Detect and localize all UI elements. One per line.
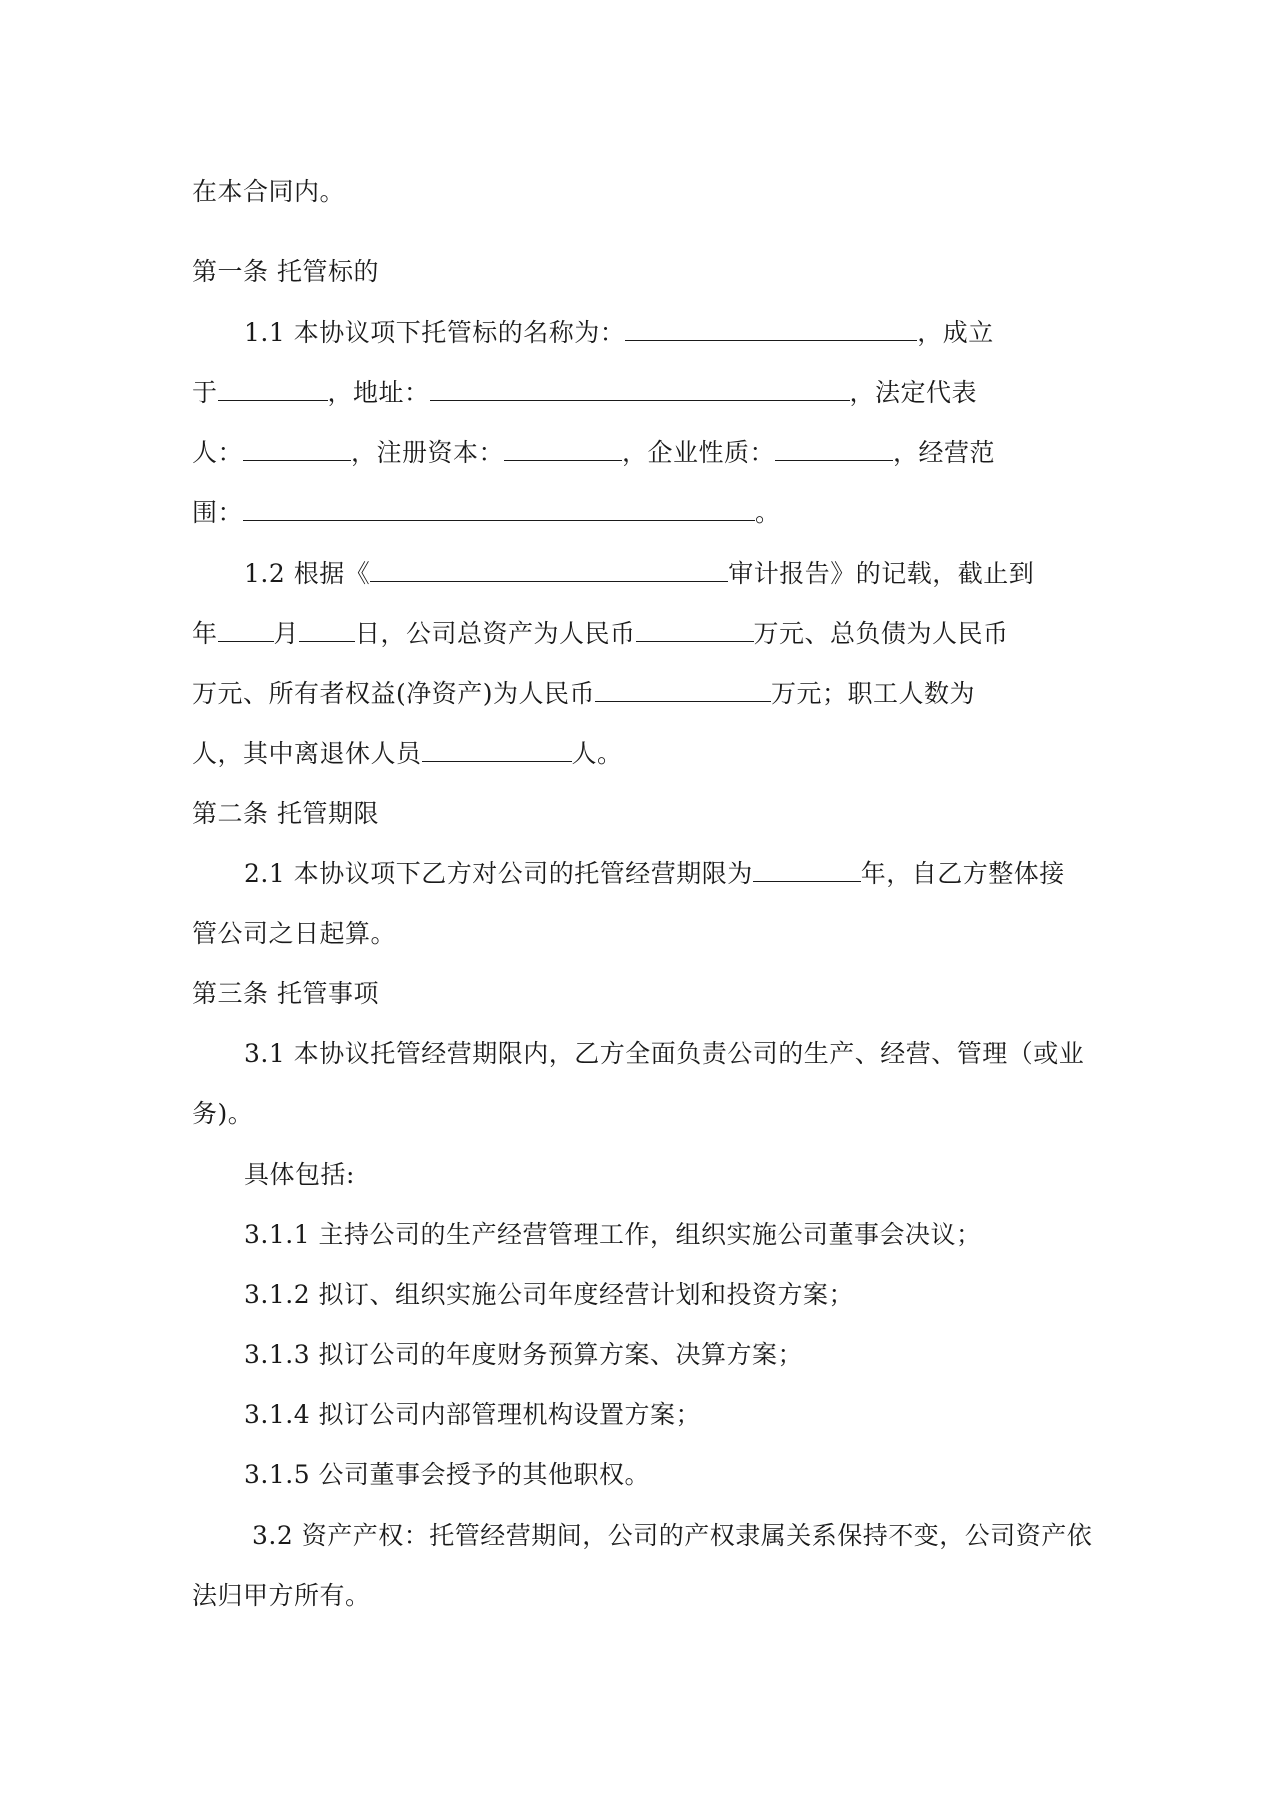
blank-entity-name[interactable] bbox=[625, 314, 917, 341]
list-item: 3.1.1 主持公司的生产经营管理工作，组织实施公司董事会决议； bbox=[244, 1220, 982, 1249]
blank-audit-report-name[interactable] bbox=[370, 555, 728, 582]
blank-term-years[interactable] bbox=[753, 855, 861, 882]
clause-3-2-line-2: 法归甲方所有。 bbox=[192, 1581, 371, 1610]
blank-legal-rep[interactable] bbox=[243, 434, 351, 461]
blank-enterprise-nature[interactable] bbox=[775, 434, 893, 461]
blank-registered-capital[interactable] bbox=[504, 434, 622, 461]
list-item: 3.1.5 公司董事会授予的其他职权。 bbox=[244, 1460, 651, 1489]
blank-total-assets[interactable] bbox=[636, 615, 754, 642]
blank-retired-staff[interactable] bbox=[422, 735, 572, 762]
blank-established-date[interactable] bbox=[218, 374, 328, 401]
list-item: 3.1.2 拟订、组织实施公司年度经营计划和投资方案； bbox=[244, 1280, 855, 1309]
section-heading-2: 第二条 托管期限 bbox=[192, 799, 379, 828]
list-item: 3.1.4 拟订公司内部管理机构设置方案； bbox=[244, 1400, 702, 1429]
clause-3-2-line-1: 3.2 资产产权：托管经营期间，公司的产权隶属关系保持不变，公司资产依 bbox=[252, 1521, 1093, 1550]
clause-3-1-line-1: 3.1 本协议托管经营期限内，乙方全面负责公司的生产、经营、管理（或业 bbox=[244, 1039, 1085, 1068]
clause-1-2-line-4: 人，其中离退休人员 人。 bbox=[192, 734, 1092, 774]
clause-1-1-line-4: 围： 。 bbox=[192, 493, 1092, 533]
clause-3-1-intro: 具体包括: bbox=[244, 1160, 355, 1189]
clause-1-2-line-2: 年 月 日，公司总资产为人民币 万元、总负债为人民币 bbox=[192, 614, 1092, 654]
section-heading-3: 第三条 托管事项 bbox=[192, 979, 379, 1008]
clause-1-1-line-1: 1.1 本协议项下托管标的名称为： ，成立 bbox=[244, 313, 1092, 353]
blank-month[interactable] bbox=[299, 615, 355, 642]
text-line: 在本合同内。 bbox=[192, 177, 346, 206]
clause-1-1-line-2: 于 ，地址： ，法定代表 bbox=[192, 373, 1092, 413]
blank-business-scope[interactable] bbox=[243, 494, 755, 521]
list-item: 3.1.3 拟订公司的年度财务预算方案、决算方案； bbox=[244, 1340, 804, 1369]
clause-1-1-line-3: 人： ，注册资本： ，企业性质： ，经营范 bbox=[192, 433, 1092, 473]
blank-year[interactable] bbox=[218, 615, 274, 642]
section-heading-1: 第一条 托管标的 bbox=[192, 257, 379, 286]
blank-net-assets[interactable] bbox=[595, 675, 771, 702]
blank-address[interactable] bbox=[430, 374, 850, 401]
clause-1-2-line-1: 1.2 根据《 审计报告》的记载，截止到 bbox=[244, 554, 1092, 594]
clause-3-1-line-2: 务)。 bbox=[192, 1099, 254, 1128]
clause-2-1-line-1: 2.1 本协议项下乙方对公司的托管经营期限为 年，自乙方整体接 bbox=[244, 854, 1092, 894]
clause-2-1-line-2: 管公司之日起算。 bbox=[192, 919, 397, 948]
clause-1-2-line-3: 万元、所有者权益(净资产)为人民币 万元；职工人数为 bbox=[192, 674, 1092, 714]
